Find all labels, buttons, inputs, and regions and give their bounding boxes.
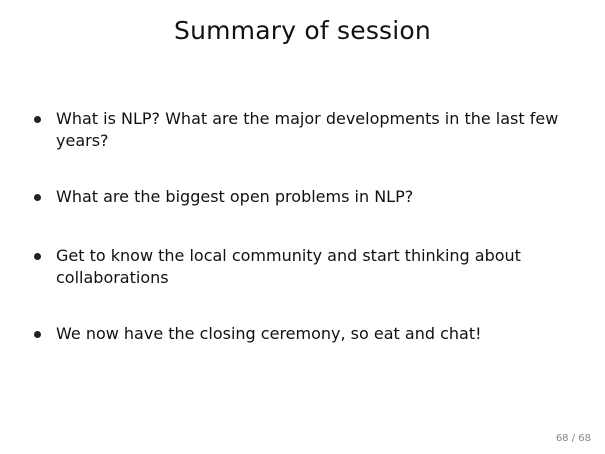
page-number: 68 / 68 <box>555 433 591 444</box>
bullet-text: What is NLP? What are the major developments in the last few years? <box>56 109 559 150</box>
slide-title: Summary of session <box>174 16 431 45</box>
bullet-text: Get to know the local community and start thinking about collaborations <box>56 246 521 287</box>
bullet-item <box>0 323 605 345</box>
bullet-item <box>0 186 605 208</box>
bullet-dot-icon <box>34 116 41 123</box>
bullet-dot-icon <box>34 194 41 201</box>
bullet-item <box>0 108 605 152</box>
bullet-item <box>0 245 605 289</box>
bullet-text: What are the biggest open problems in NLP? <box>56 187 414 206</box>
bullet-text: We now have the closing ceremony, so eat and chat! <box>56 324 482 343</box>
bullet-dot-icon <box>34 253 41 260</box>
bullet-dot-icon <box>34 331 41 338</box>
